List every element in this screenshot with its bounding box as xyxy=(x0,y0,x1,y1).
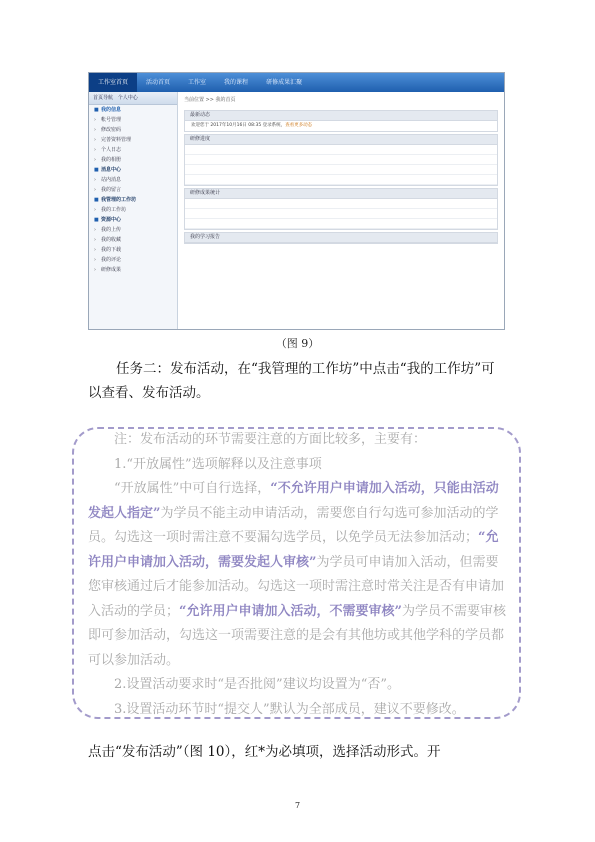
page-number: 7 xyxy=(294,801,301,810)
sidebar-item-label: 我的收藏 xyxy=(101,237,122,243)
nav-tab[interactable]: 活动首页 xyxy=(146,79,171,86)
grid-cell xyxy=(341,175,401,185)
sidebar-item[interactable] xyxy=(89,115,177,125)
chevron-right-icon: › xyxy=(94,137,96,143)
sidebar-item-label: 站内消息 xyxy=(101,177,122,183)
grid-cell xyxy=(245,219,341,229)
grid-cell xyxy=(341,145,401,155)
panel-title: 研修成果统计 xyxy=(185,189,497,199)
sidebar-item-label: 我的下载 xyxy=(101,247,122,253)
grid-cell xyxy=(341,165,401,175)
grid-cell xyxy=(185,209,245,219)
note-line: 2.设置活动要求时“是否批阅”建议均设置为“否”。 xyxy=(114,677,400,692)
note-text-run: 为学员不需要审核即可参加活动，勾选这一项需要注意的是会有其他坊或其他学科的学员都可以参加活动。 xyxy=(88,603,506,668)
folder-icon: ■ xyxy=(94,167,99,173)
panel-results xyxy=(184,188,498,230)
grid-cell xyxy=(401,155,497,165)
chevron-right-icon: › xyxy=(94,247,96,253)
grid-cell xyxy=(245,155,341,165)
sidebar-item[interactable] xyxy=(89,125,177,135)
grid-cell xyxy=(341,155,401,165)
grid-cell xyxy=(185,155,245,165)
note-bold-run: “允许用户申请加入活动，不需要审核” xyxy=(179,603,402,619)
grid-cell xyxy=(245,199,341,209)
grid-cell xyxy=(185,165,245,175)
sidebar-item-label: 我的评论 xyxy=(101,257,122,263)
sidebar-header-tab[interactable]: 个人中心 xyxy=(117,95,138,101)
nav-tab[interactable]: 工作室 xyxy=(188,79,207,86)
sidebar-header-tab[interactable]: 首页导航 xyxy=(93,95,114,101)
breadcrumb: 当前位置 >> 我的首页 xyxy=(184,97,236,103)
chevron-right-icon: › xyxy=(94,207,96,213)
note-line: 注：发布活动的环节需要注意的方面比较多，主要有： xyxy=(114,432,427,447)
grid-cell xyxy=(401,145,497,155)
sidebar-item-label: 完善资料管理 xyxy=(101,137,132,143)
grid-cell xyxy=(341,199,401,209)
chevron-right-icon: › xyxy=(94,257,96,263)
latest-link[interactable]: 查看更多动态 xyxy=(285,123,313,128)
sidebar-item-label: 我的信息 xyxy=(101,107,122,113)
grid-cell xyxy=(245,175,341,185)
sidebar-item-label: 修改密码 xyxy=(101,127,122,133)
grid-cell xyxy=(401,175,497,185)
folder-icon: ■ xyxy=(94,197,99,203)
results-grid xyxy=(185,199,497,229)
note-bold-run: “允许用户申请加入活动，需要发起人审核” xyxy=(88,530,499,570)
sidebar-item[interactable] xyxy=(89,155,177,165)
grid-cell xyxy=(341,219,401,229)
sidebar-item[interactable] xyxy=(89,265,177,275)
sidebar-list xyxy=(89,105,177,275)
sidebar-item-label: 我的相册 xyxy=(101,157,122,163)
sidebar-item-label: 资源中心 xyxy=(101,217,122,223)
folder-icon: ■ xyxy=(94,217,99,223)
grid-cell xyxy=(401,209,497,219)
progress-grid xyxy=(185,145,497,185)
grid-cell xyxy=(401,165,497,175)
note-text xyxy=(88,428,506,722)
chevron-right-icon: › xyxy=(94,117,96,123)
note-text-run: 为学员不能主动申请活动，需要您自行勾选可参加活动的学员。勾选这一项时需注意不要漏勾选学员，以免学员无法参加活动； xyxy=(88,505,499,545)
screenshot-figure xyxy=(88,72,505,330)
panel-title: 我的学习报告 xyxy=(185,233,497,243)
panel-progress xyxy=(184,134,498,186)
sidebar xyxy=(89,92,178,329)
sidebar-item[interactable] xyxy=(89,165,177,175)
note-line: 3.设置活动环节时“提交人”默认为全部成员，建议不要修改。 xyxy=(114,701,465,717)
body-paragraph: 点击“发布活动”（图 10），红*为必填项，选择活动形式。开 xyxy=(88,744,441,760)
sidebar-item[interactable] xyxy=(89,225,177,235)
chevron-right-icon: › xyxy=(94,237,96,243)
note-bold-run: “不允许用户申请加入活动，只能由活动发起人指定” xyxy=(88,481,499,521)
sidebar-item-label: 个人日志 xyxy=(101,147,122,153)
sidebar-item[interactable] xyxy=(89,215,177,225)
chevron-right-icon: › xyxy=(94,157,96,163)
grid-cell xyxy=(185,199,245,209)
nav-tab[interactable]: 我的课程 xyxy=(224,79,249,86)
note-line: 1.“开放属性”选项解释以及注意事项 xyxy=(114,456,322,472)
chevron-right-icon: › xyxy=(94,267,96,273)
panel-report xyxy=(184,232,498,244)
grid-cell xyxy=(401,199,497,209)
chevron-right-icon: › xyxy=(94,187,96,193)
sidebar-item[interactable] xyxy=(89,175,177,185)
body-paragraph: 任务二：发布活动，在“我管理的工作坊”中点击“我的工作坊”可以查看、发布活动。 xyxy=(88,361,495,401)
sidebar-item[interactable] xyxy=(89,195,177,205)
nav-tab[interactable]: 工作室首页 xyxy=(89,73,137,92)
panel-title: 研修进度 xyxy=(185,135,497,145)
latest-text: 欢迎您于 2017年10月16日 08:35 登录系统， xyxy=(191,123,286,128)
chevron-right-icon: › xyxy=(94,147,96,153)
grid-cell xyxy=(245,209,341,219)
sidebar-item-label: 帐号管理 xyxy=(101,117,122,123)
sidebar-item-label: 我管理的工作坊 xyxy=(101,197,137,203)
sidebar-item-label: 我的工作坊 xyxy=(101,207,127,213)
figure-caption: （图 9） xyxy=(275,337,320,350)
note-text-run: 为学员可申请加入活动，但需要您审核通过后才能参加活动。勾选这一项时需注意时常关注是否有申请加入活动的学员； xyxy=(88,554,505,619)
note-text-run: “开放属性”中可自行选择， xyxy=(114,481,271,496)
grid-cell xyxy=(185,175,245,185)
grid-cell xyxy=(185,145,245,155)
main-content xyxy=(178,92,504,329)
grid-cell xyxy=(185,219,245,229)
sidebar-item-label: 消息中心 xyxy=(101,167,122,173)
grid-cell xyxy=(245,165,341,175)
sidebar-item[interactable] xyxy=(89,235,177,245)
chevron-right-icon: › xyxy=(94,177,96,183)
note-paragraph xyxy=(88,477,506,673)
sidebar-header xyxy=(89,92,177,105)
sidebar-item[interactable] xyxy=(89,135,177,145)
grid-cell xyxy=(245,145,341,155)
nav-tab[interactable]: 研修成果汇聚 xyxy=(266,79,303,86)
panel-latest xyxy=(184,110,498,132)
top-nav xyxy=(89,73,504,92)
folder-icon: ■ xyxy=(94,107,99,113)
sidebar-item[interactable] xyxy=(89,145,177,155)
sidebar-item[interactable] xyxy=(89,255,177,265)
sidebar-item[interactable] xyxy=(89,205,177,215)
panel-title: 最新动态 xyxy=(185,111,497,121)
sidebar-item-label: 研修成果 xyxy=(101,267,122,273)
grid-cell xyxy=(341,209,401,219)
sidebar-item-label: 我的留言 xyxy=(101,187,122,193)
sidebar-item-label: 我的上传 xyxy=(101,227,122,233)
latest-row xyxy=(185,121,497,131)
sidebar-item[interactable] xyxy=(89,185,177,195)
grid-cell xyxy=(401,219,497,229)
chevron-right-icon: › xyxy=(94,127,96,133)
sidebar-item[interactable] xyxy=(89,245,177,255)
sidebar-item[interactable] xyxy=(89,105,177,115)
chevron-right-icon: › xyxy=(94,227,96,233)
